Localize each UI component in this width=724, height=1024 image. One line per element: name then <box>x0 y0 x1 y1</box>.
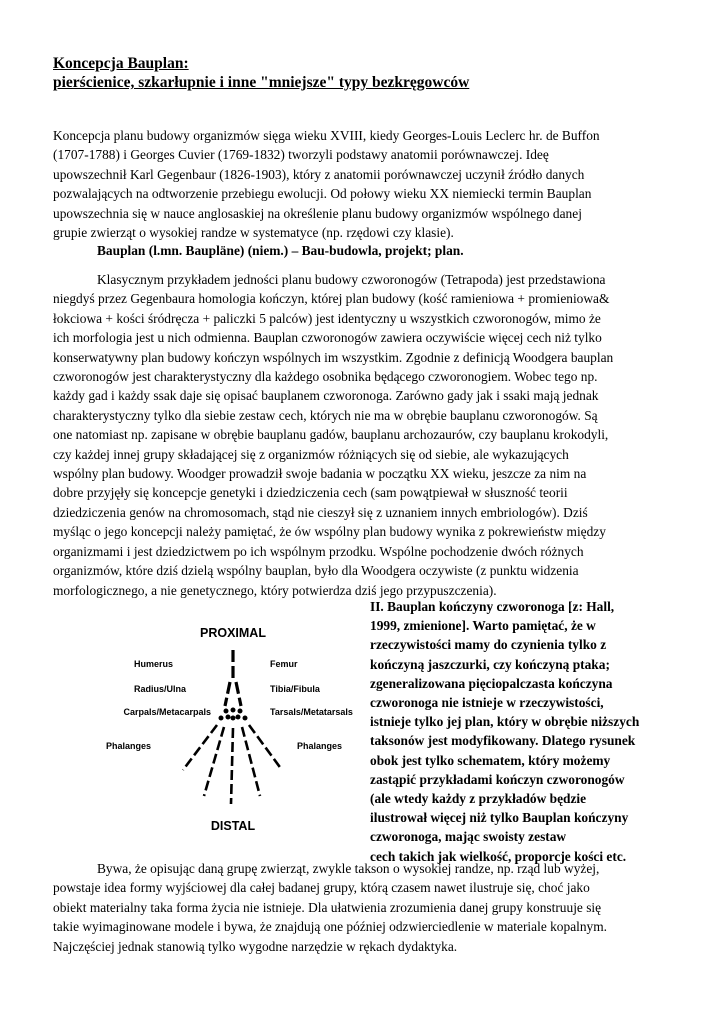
text-line: wspólny plan budowy. Woodger prowadził swoje badania w początku XX wieku, jeszcze za nim na <box>53 466 587 482</box>
caption-line: istnieje tylko jej plan, który w obrębie niższych <box>370 714 640 730</box>
title-line-1: Koncepcja Bauplan: <box>53 55 189 72</box>
label-carpals-metacarpals: Carpals/Metacarpals <box>123 707 211 717</box>
carpal-bone <box>243 716 248 721</box>
limb-bauplan-figure <box>80 610 370 840</box>
text-line: charakterystyczny tylko dla siebie zestaw cech, których nie ma w obrębie bauplanu czworonogów. Są <box>53 407 598 423</box>
caption-line: (ale wtedy każdy z przykładów będzie <box>370 791 587 807</box>
carpal-bone <box>226 715 231 720</box>
digit-3 <box>231 728 233 804</box>
caption-line: cech takich jak wielkość, proporcje kości etc. <box>370 848 627 864</box>
document-title <box>53 54 469 92</box>
caption-line: zastąpić przykładami kończyn czworonogów <box>370 771 625 787</box>
main-paragraph <box>53 270 673 600</box>
title-line-2: pierścienice, szkarłupnie i inne "mniejsze" typy bezkręgowców <box>53 74 470 91</box>
caption-line: ilustrował więcej niż tylko Bauplan kończyny <box>370 810 629 826</box>
text-line: dziedziczenia genów na chromosomach, stąd nie cieszył się z uznaniem innych embriologów). Dziś <box>53 504 588 520</box>
intro-paragraph <box>53 126 673 242</box>
carpal-bone <box>238 709 243 714</box>
caption-line: rzeczywistości mamy do czynienia tylko z <box>370 637 607 653</box>
proximal-label: PROXIMAL <box>200 626 266 640</box>
caption-line: 1999, zmienione]. Warto pamiętać, że w <box>370 618 596 634</box>
label-femur: Femur <box>270 659 298 669</box>
text-line: obiekt materialny taka forma życia nie istnieje. Dla ułatwienia zrozumienia danej grupy konstruuje się <box>53 899 602 915</box>
distal-label: DISTAL <box>210 819 256 833</box>
text-line: ich morfologia jest u nich odmienna. Bauplan czworonogów zawiera oczywiście więcej cech niż tylko <box>53 330 602 346</box>
text-line: organizmów, które dziś dzielą wspólny bauplan, było dla Woodgera oczywiste (z punktu widzenia <box>53 563 579 579</box>
text-line: konserwatywny plan budowy kończyn wspólnych im wszystkim. Zgodnie z definicją Woodgera bauplan <box>53 349 614 365</box>
text-line: myśląc o jego koncepcji należy pamiętać, że ów wspólny plan budowy wynika z pokrewieństw między <box>53 524 606 540</box>
label-tibia-fibula: Tibia/Fibula <box>270 684 320 694</box>
ulna-bone <box>236 682 241 706</box>
text-line: łokciowa + kości śródręcza + paliczki 5 palców) jest identyczny u wszystkich czworonogów, mimo że <box>53 310 601 326</box>
text-line: Bywa, że opisując daną grupę zwierząt, zwykle takson o wysokiej randze, np. rząd lub wyżej, <box>97 861 600 876</box>
text-line: dobre przyjęły się koncepcje genetyki i dziedziczenia cech (sam powątpiewał w słuszność teorii <box>53 485 568 501</box>
label-humerus: Humerus <box>133 659 173 669</box>
radius-bone <box>225 682 230 706</box>
closing-paragraph <box>53 859 673 956</box>
caption-line: zgeneralizowana pięciopalczasta kończyna <box>370 675 613 691</box>
text-line: Koncepcja planu budowy organizmów sięga wieku XVIII, kiedy Georges-Louis Leclerc hr. de Buffon <box>53 128 600 143</box>
text-line: organizmami i jest dziedzictwem po ich wspólnym przodku. Wspólne pochodzenie dwóch różnych <box>53 543 584 559</box>
carpal-bone <box>219 716 224 721</box>
text-line: takie wyimaginowane modele i bywa, że znajdują one później odzwierciedlenie w materiale kopalnym. <box>53 919 608 935</box>
text-line: każdy gad i każdy ssak daje się opisać bauplanem czworonoga. Zarówno gady jak i ssaki mają jednak <box>53 388 599 404</box>
carpal-bone <box>224 709 229 714</box>
text-line: pozwalających na odtworzenie przebiegu ewolucji. Od połowy wieku XX niemiecki termin Bauplan <box>53 186 592 202</box>
caption-line: II. Bauplan kończyny czworonoga [z: Hall, <box>370 599 615 614</box>
text-line: czy każdej innej grupy składającej się z organizmów różniących się od siebie, ale wykazujących <box>53 446 569 462</box>
text-line: czworonogów jest charakterystyczny dla każdego osobnika będącego czworonogiem. Wobec tego np. <box>53 369 598 385</box>
label-tarsals-metatarsals: Tarsals/Metatarsals <box>270 707 353 717</box>
caption-line: czworonoga nie istnieje w rzeczywistości, <box>370 695 604 711</box>
caption-line: kończyną jaszczurki, czy kończyną ptaka; <box>370 656 610 672</box>
carpal-bone <box>231 716 236 721</box>
text-line: upowszechnia się w nauce anglosaskiej na określenie planu budowy organizmów wspólnego danej <box>53 205 582 221</box>
text-line: one natomiast np. zapisane w obrębie bauplanu gadów, bauplanu archozaurów, czy bauplanu krokodyli, <box>53 427 609 443</box>
text-line: morfologicznego, a nie genetycznego, który potwierdza dziś jego przypuszczenia). <box>53 582 497 598</box>
text-line: powstaje idea formy wyjściowej dla całej badanej grupy, którą czasem nawet ilustruje się, choć jako <box>53 880 590 896</box>
carpal-bone <box>231 708 236 713</box>
bauplan-definition: Bauplan (l.mn. Baupläne) (niem.) – Bau-budowla, projekt; plan. <box>97 243 464 258</box>
text-line: niegdyś przez Gegenbaura homologia kończyn, której plan budowy (kość ramieniowa + promieniowa& <box>53 291 610 307</box>
carpal-bone <box>236 715 241 720</box>
digit-5 <box>249 725 282 770</box>
label-phalanges-right: Phalanges <box>297 741 343 751</box>
text-line: Najczęściej jednak stanowią tylko wygodne narzędzie w rękach dydaktyka. <box>53 938 458 954</box>
figure-caption <box>370 597 639 866</box>
text-line: Klasycznym przykładem jedności planu budowy czworonogów (Tetrapoda) jest przedstawiona <box>97 272 606 287</box>
caption-line: obok jest tylko schematem, który możemy <box>370 752 611 768</box>
text-line: grupie zwierząt o wysokiej randze w systematyce (np. rzędowi czy klasie). <box>53 225 454 241</box>
text-line: (1707-1788) i Georges Cuvier (1769-1832) tworzyli podstawy anatomii porównawczej. Ideę <box>53 147 549 163</box>
digit-1 <box>183 725 217 770</box>
caption-line: taksonów jest modyfikowany. Dlatego rysunek <box>370 733 636 749</box>
label-phalanges-left: Phalanges <box>105 741 151 751</box>
limb-diagram <box>80 610 370 840</box>
caption-line: czworonoga, mając swoisty zestaw <box>370 829 567 845</box>
text-line: upowszechnił Karl Gegenbaur (1826-1903), który z anatomii porównawczej uczynił źródło danych <box>53 166 585 182</box>
label-radius-ulna: Radius/Ulna <box>133 684 186 694</box>
